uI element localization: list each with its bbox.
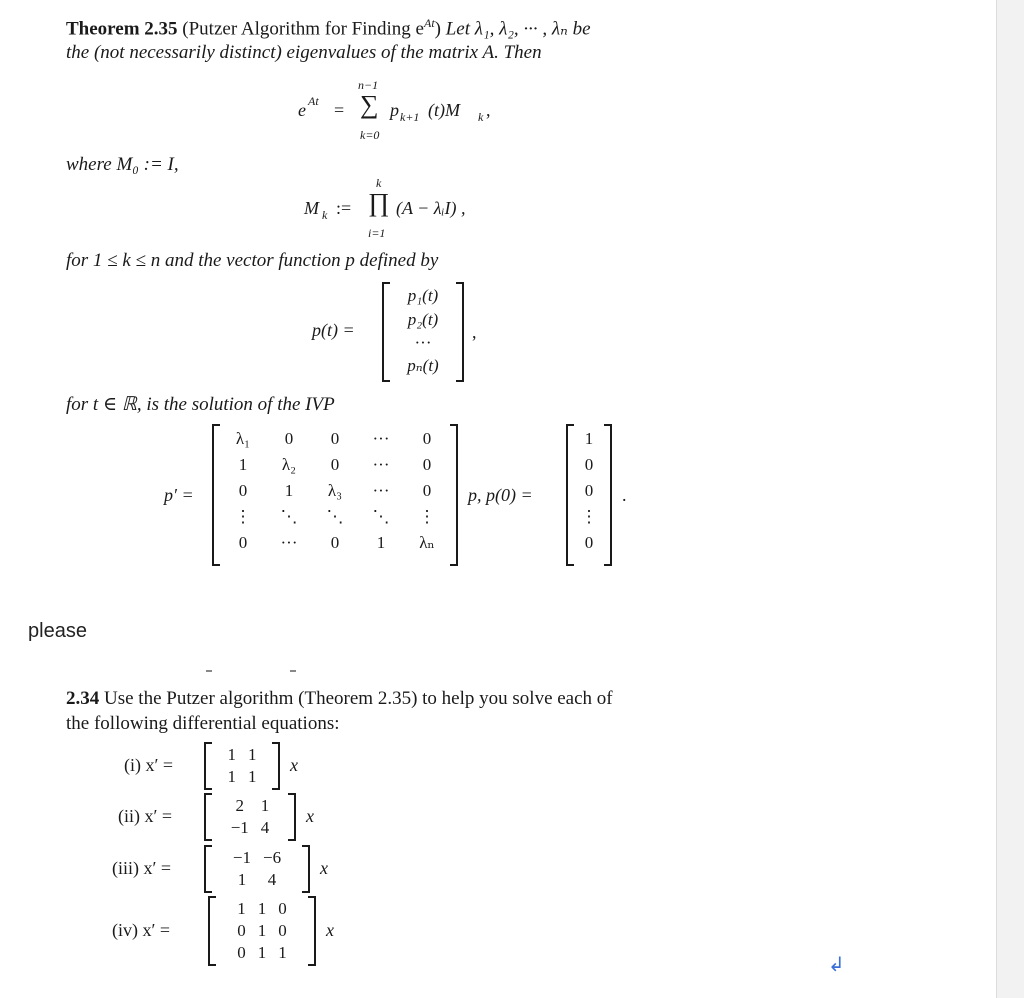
matrix-cell: ··· bbox=[372, 455, 390, 474]
formula1-p-sub: k+1 bbox=[400, 110, 420, 124]
initial-vector bbox=[566, 424, 612, 566]
p-vector bbox=[382, 282, 464, 382]
product-symbol: ∏ bbox=[368, 188, 390, 217]
putzer-matrix bbox=[212, 424, 458, 566]
where-line: where M₀ := I, bbox=[66, 154, 179, 175]
p-entry-n: pₙ(t) bbox=[407, 356, 439, 375]
matrix-cell: 2 bbox=[235, 796, 244, 815]
matrix-cell: ⋮ bbox=[234, 507, 252, 526]
matrix-cell: 0 bbox=[278, 899, 287, 918]
vector-entry: 1 bbox=[584, 429, 594, 448]
matrix-cell: 0 bbox=[330, 455, 340, 474]
for-k-line: for 1 ≤ k ≤ n and the vector function p defined by bbox=[66, 250, 439, 271]
formula2-lhs: M bbox=[304, 198, 319, 218]
page-right-margin bbox=[996, 0, 1024, 998]
theorem-title-close: ) bbox=[434, 18, 441, 40]
matrix-cell: 1 bbox=[376, 533, 386, 552]
scan-mark bbox=[290, 670, 296, 672]
matrix-cell: 1 bbox=[284, 481, 294, 500]
matrix-cell: 1 bbox=[238, 455, 248, 474]
matrix-cell: 1 bbox=[278, 943, 287, 962]
matrix-cell: 1 bbox=[227, 767, 236, 786]
matrix-cell: ⋮ bbox=[418, 507, 436, 526]
coefficient-matrix bbox=[204, 742, 280, 790]
theorem-header bbox=[66, 16, 591, 40]
ivp-mid bbox=[468, 485, 533, 506]
matrix-cell: 1 bbox=[227, 745, 236, 764]
matrix-cell: ··· bbox=[372, 429, 390, 448]
vector-entry: 0 bbox=[584, 455, 594, 474]
formula-mk-product bbox=[304, 176, 524, 240]
formula2-lhs-sub: k bbox=[322, 208, 328, 222]
exercise-item-label: (iii) x′ = bbox=[112, 858, 172, 878]
sum-lower-limit: k=0 bbox=[360, 128, 380, 142]
sum-symbol: ∑ bbox=[360, 90, 379, 119]
exercise-item-label: (i) x′ = bbox=[124, 755, 174, 775]
vector-entry: 0 bbox=[584, 533, 594, 552]
sum-upper-limit: n−1 bbox=[358, 78, 379, 92]
matrix-cell: 0 bbox=[422, 455, 432, 474]
ivp-line: for t ∈ ℝ, is the solution of the IVP bbox=[66, 394, 335, 415]
formula1-tail: (t)M bbox=[428, 100, 460, 120]
matrix-cell: 1 bbox=[257, 943, 267, 962]
user-note: please bbox=[28, 620, 87, 642]
matrix-cell: −6 bbox=[263, 848, 282, 867]
matrix-row bbox=[220, 478, 450, 504]
formula1-lhs: e bbox=[298, 100, 306, 120]
matrix-cell: 0 bbox=[330, 429, 340, 448]
formula2-rhs: (A − λᵢI) , bbox=[396, 198, 466, 218]
formula-exp-sum bbox=[298, 78, 528, 144]
scan-mark bbox=[206, 670, 212, 672]
matrix-cell: ⋱ bbox=[372, 507, 390, 526]
exercise-item-label: (iv) x′ = bbox=[112, 920, 171, 940]
prod-lower-limit: i=1 bbox=[368, 226, 386, 240]
p-def-trail: , bbox=[472, 322, 477, 342]
coefficient-matrix bbox=[204, 845, 310, 893]
matrix-cell: ⋱ bbox=[280, 507, 298, 526]
matrix-cell: 1 bbox=[260, 796, 270, 815]
matrix-cell: 1 bbox=[237, 870, 247, 889]
matrix-cell: 1 bbox=[257, 899, 267, 918]
exercise-text-line2: the following differential equations: bbox=[66, 713, 340, 734]
formula1-lhs-sup: At bbox=[308, 94, 319, 108]
return-arrow-icon: ↲ bbox=[828, 952, 845, 976]
formula1-end: , bbox=[486, 100, 491, 120]
exercise-item-variable: x bbox=[326, 920, 334, 940]
theorem-line2: the (not necessarily distinct) eigenvalues of the matrix A. Then bbox=[66, 42, 542, 63]
p-def-lhs: p(t) = bbox=[312, 320, 355, 340]
matrix-cell: λ₂ bbox=[281, 455, 297, 474]
p-entry-dots: ··· bbox=[414, 333, 432, 352]
matrix-cell: 4 bbox=[267, 870, 277, 889]
matrix-cell: λ₁ bbox=[235, 429, 251, 448]
vector-entry: ⋮ bbox=[580, 507, 598, 526]
matrix-cell: 0 bbox=[422, 429, 432, 448]
matrix-cell: ··· bbox=[372, 481, 390, 500]
p-entry-1: p₁(t) bbox=[407, 286, 439, 305]
matrix-cell: 0 bbox=[237, 943, 246, 962]
matrix-cell: λₙ bbox=[419, 533, 435, 552]
matrix-cell: −1 bbox=[232, 848, 251, 867]
coefficient-matrix bbox=[204, 793, 296, 841]
matrix-cell: 0 bbox=[278, 921, 287, 940]
theorem-label: Theorem 2.35 bbox=[66, 18, 178, 40]
matrix-row bbox=[220, 426, 450, 452]
matrix-cell: ⋱ bbox=[326, 507, 344, 526]
exercise-item-variable: x bbox=[320, 858, 328, 878]
exercise-text-line1: Use the Putzer algorithm (Theorem 2.35) to help you solve each of bbox=[104, 688, 613, 709]
matrix-cell: 1 bbox=[248, 767, 257, 786]
matrix-row bbox=[220, 452, 450, 478]
matrix-cell: 0 bbox=[284, 429, 294, 448]
theorem-intro: Let λ₁, λ₂, ··· , λₙ be bbox=[445, 18, 591, 40]
ivp-lhs: p′ = bbox=[164, 485, 194, 505]
matrix-cell: λ₃ bbox=[327, 481, 343, 500]
matrix-cell: 0 bbox=[330, 533, 340, 552]
formula1-eq: = bbox=[334, 100, 345, 120]
exercise-number: 2.34 bbox=[66, 688, 100, 709]
exercise-item-label: (ii) x′ = bbox=[118, 806, 173, 826]
matrix-cell: 1 bbox=[257, 921, 267, 940]
matrix-cell: 0 bbox=[422, 481, 432, 500]
formula1-tail-sub: k bbox=[478, 110, 484, 124]
matrix-cell: −1 bbox=[230, 818, 249, 837]
formula2-assign: := bbox=[336, 198, 352, 218]
vector-entry: 0 bbox=[584, 481, 594, 500]
exercise-item-variable: x bbox=[290, 755, 298, 775]
theorem-title: (Putzer Algorithm for Finding e bbox=[182, 18, 424, 40]
ivp-trail: . bbox=[622, 485, 627, 505]
matrix-cell: 4 bbox=[260, 818, 270, 837]
ivp-mid-text: p, p(0) = bbox=[468, 485, 533, 505]
matrix-cell: ··· bbox=[280, 533, 298, 552]
exercise-item-variable: x bbox=[306, 806, 314, 826]
p-entry-2: p₂(t) bbox=[407, 310, 439, 329]
matrix-row bbox=[220, 530, 450, 556]
matrix-cell: 1 bbox=[237, 899, 246, 918]
formula1-p: p bbox=[390, 100, 399, 120]
theorem-title-sup: At bbox=[423, 16, 435, 30]
matrix-row bbox=[220, 504, 450, 530]
matrix-cell: 1 bbox=[248, 745, 257, 764]
matrix-cell: 0 bbox=[238, 533, 248, 552]
matrix-cell: 0 bbox=[237, 921, 246, 940]
matrix-cell: 0 bbox=[238, 481, 248, 500]
prod-upper-limit: k bbox=[376, 176, 382, 190]
coefficient-matrix bbox=[208, 896, 316, 966]
exercise-header bbox=[66, 688, 613, 710]
